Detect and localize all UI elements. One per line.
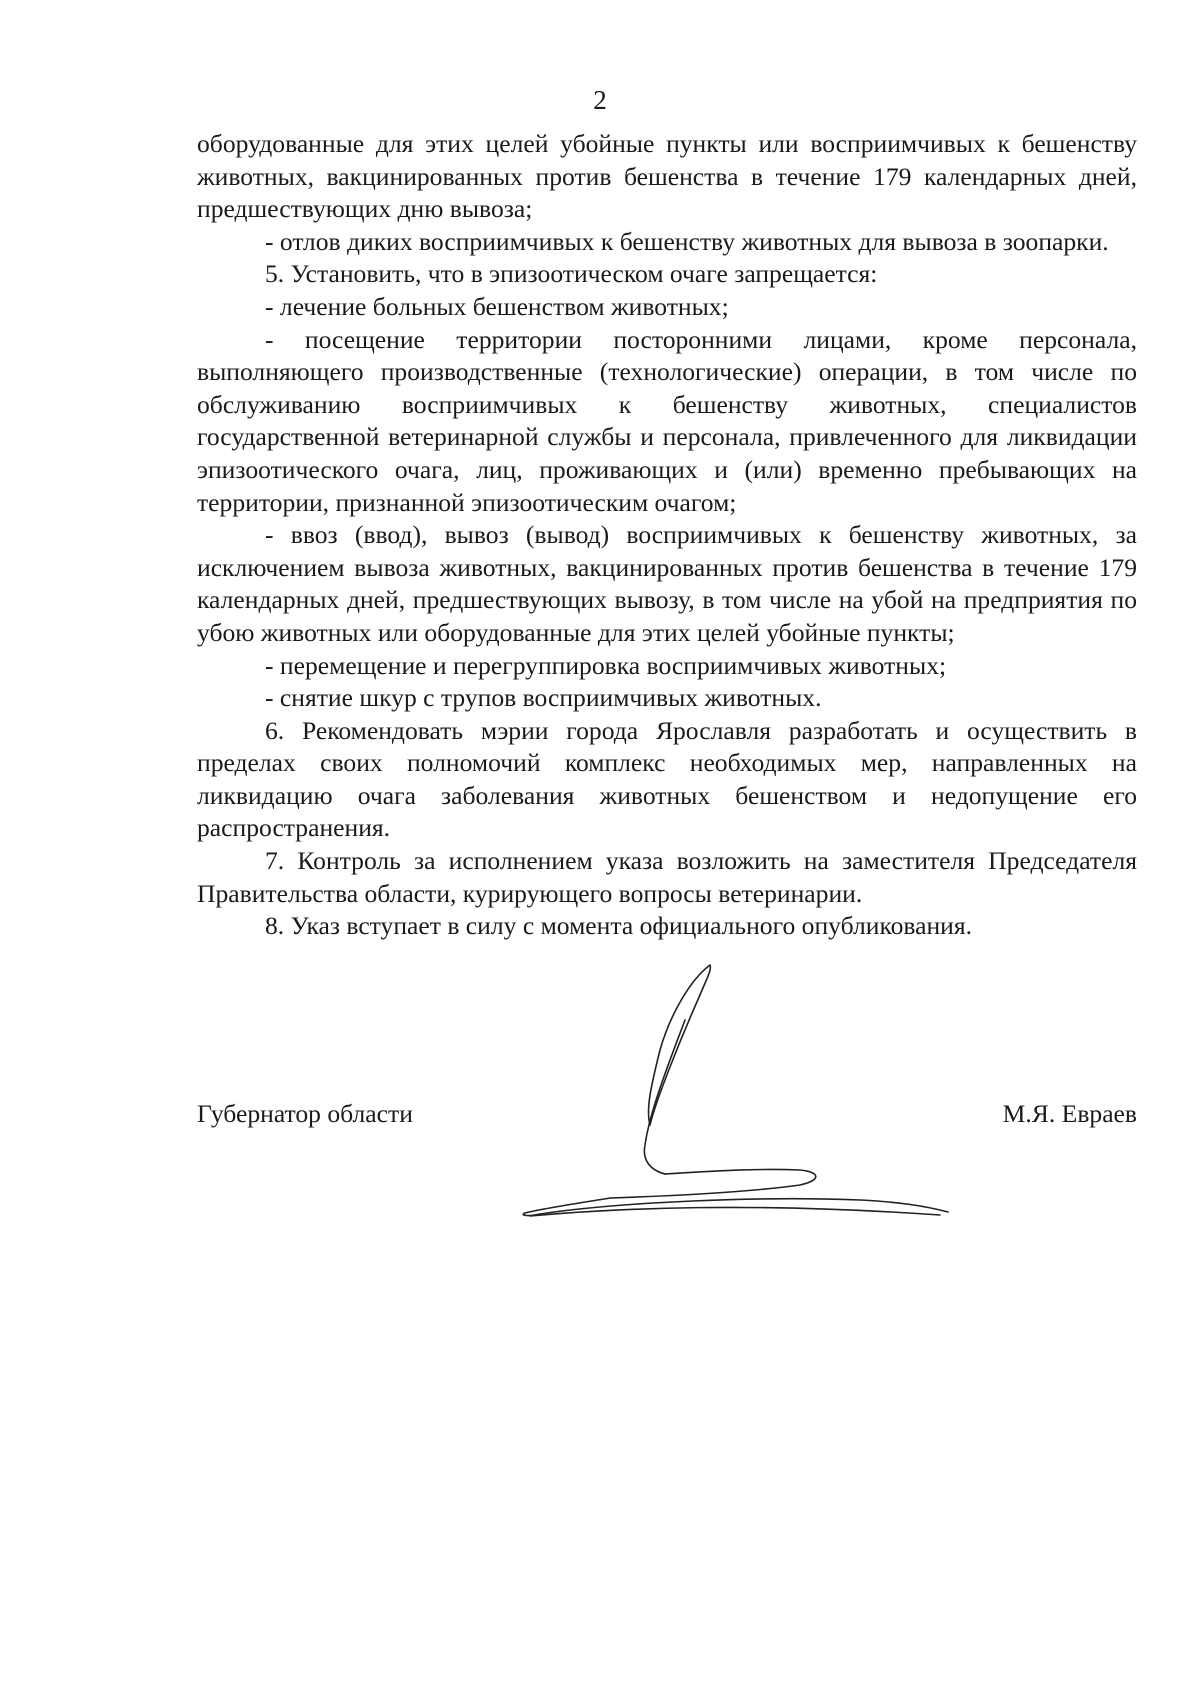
paragraph: - посещение территории посторонними лицами, кроме персонала, выполняющего производственные (технологические) операции, в том числе по обслуживанию восприимчивых к бешенству животных, специалистов государственной ветеринарной службы и персонала, привлеченного для ликвидации эпизоотического очага, лиц, проживающих и (или) временно пребывающих на территории, признанной эпизоотическим очагом;: [197, 324, 1137, 517]
signature-stroke-underline-2: [530, 1207, 940, 1216]
handwritten-signature: [500, 960, 980, 1230]
paragraph: - ввоз (ввод), вывоз (вывод) восприимчивых к бешенству животных, за исключением вывоза животных, вакцинированных против бешенства в течение 179 календарных дней, предшествующих вывозу, в том числе на убой на предприятия по убою животных или оборудованные для этих целей убойные пункты;: [197, 520, 1137, 647]
signatory-name: М.Я. Евраев: [1002, 1099, 1137, 1128]
paragraph: 6. Рекомендовать мэрии города Ярославля разработать и осуществить в пределах своих полномочий комплекс необходимых мер, направленных на ликвидацию очага заболевания животных бешенством и недопущение его распространения.: [197, 715, 1137, 843]
paragraph: 5. Установить, что в эпизоотическом очаге запрещается:: [265, 259, 878, 289]
page-number: 2: [593, 85, 607, 115]
paragraph: 7. Контроль за исполнением указа возложить на заместителя Председателя Правительства области, курирующего вопросы ветеринарии.: [197, 846, 1137, 908]
paragraph: - отлов диких восприимчивых к бешенству животных для вывоза в зоопарки.: [265, 226, 1109, 256]
paragraph: - снятие шкур с трупов восприимчивых животных.: [265, 683, 822, 713]
signature-stroke-bottom-loop: [610, 1169, 816, 1198]
paragraph: - перемещение и перегруппировка восприимчивых животных;: [265, 650, 947, 680]
paragraph: 8. Указ вступает в силу с момента официального опубликования.: [265, 911, 973, 941]
paragraph: оборудованные для этих целей убойные пункты или восприимчивых к бешенству животных, вакцинированных против бешенства в течение 179 календарных дней, предшествующих дню вывоза;: [197, 129, 1137, 224]
signature-stroke-loop: [648, 965, 710, 1125]
signatory-title: Губернатор области: [197, 1099, 413, 1128]
paragraph: - лечение больных бешенством животных;: [265, 291, 729, 321]
document-body: [197, 128, 1137, 943]
